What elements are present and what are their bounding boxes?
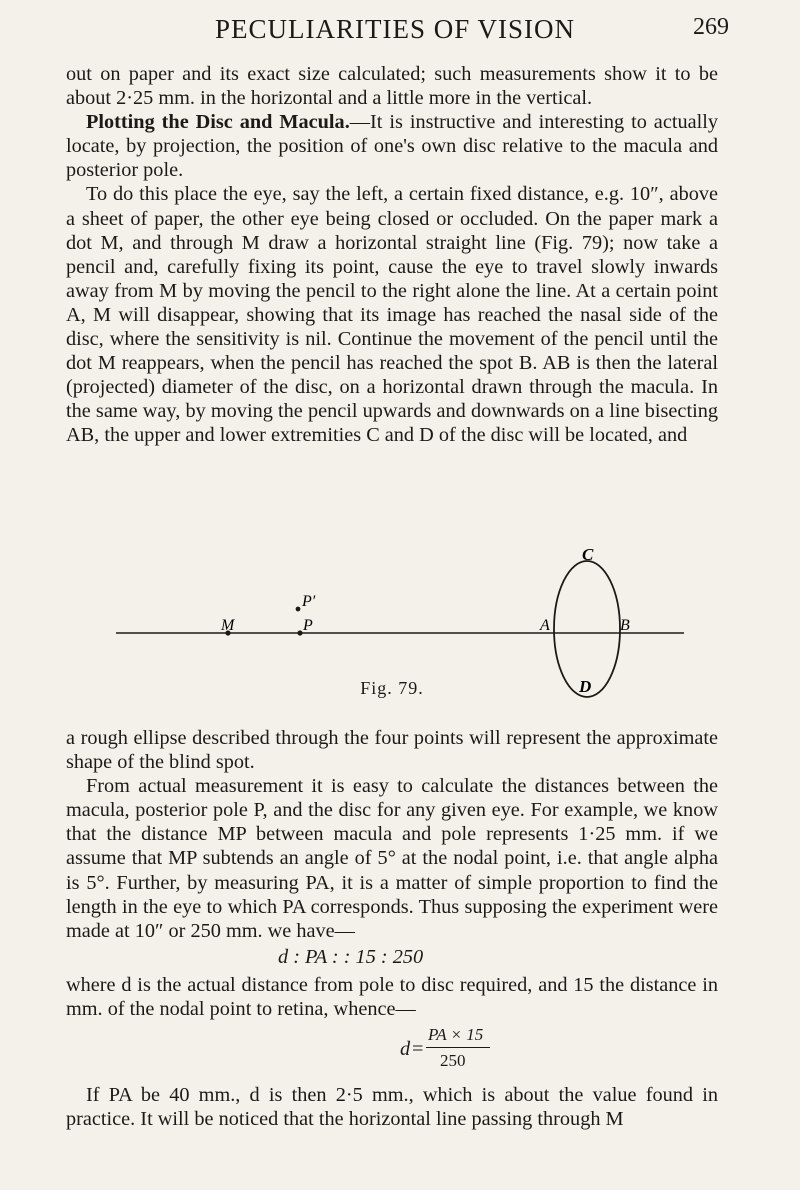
dot-P — [297, 630, 302, 635]
figure-79 — [66, 540, 718, 710]
paragraph-plotting-text: —It is instructive and interesting to actually locate, by projection, the position of one's own disc relative to the macula and posterior pole. — [66, 111, 719, 182]
label-P-prime: P′ — [302, 593, 316, 610]
figure-caption: Fig. 79. — [360, 678, 424, 698]
sidehead: Plotting the Disc and Macula. — [86, 111, 350, 134]
label-M: M — [221, 617, 235, 634]
dot-P-prime — [296, 607, 301, 612]
fraction-equals: = — [412, 1038, 424, 1061]
paragraph-result: If PA be 40 mm., d is then 2·5 mm., which is about the value found in practice. It will be noticed that the horizontal line passing through M — [66, 1084, 718, 1131]
page-number: 269 — [693, 14, 729, 40]
paragraph-plotting — [66, 110, 718, 182]
label-P: P — [303, 617, 313, 634]
page-header — [0, 8, 800, 48]
proportion-formula: d : PA : : 15 : 250 — [278, 945, 424, 968]
running-title: PECULIARITIES OF VISION — [215, 14, 576, 44]
body-text-lower — [66, 726, 718, 1131]
body-text-upper — [66, 62, 718, 448]
fraction-bar — [426, 1047, 490, 1048]
fraction-formula — [66, 1023, 718, 1077]
label-D: D — [579, 677, 592, 696]
fraction-lhs: d — [400, 1038, 411, 1061]
paragraph-measurement: From actual measurement it is easy to calculate the distances between the macula, posterior pole P, and the disc for any given eye. For example, we know that the distance MP between macula and pole represents 1·25 mm. if we assume that MP subtends an angle of 5° at the nodal point, i.e. that angle alpha is 5°. Further, by measuring PA, it is a matter of simple proportion to find the length in the eye to which PA corresponds. Thus supposing the experiment were made at 10″ or 250 mm. we have— — [66, 775, 718, 942]
fraction-denominator: 250 — [440, 1051, 466, 1071]
paragraph-ellipse: a rough ellipse described through the four points will represent the approximate shape of the blind spot. — [66, 727, 718, 774]
paragraph-procedure: To do this place the eye, say the left, a certain fixed distance, e.g. 10″, above a sheet of paper, the other eye being closed or occluded. On the paper mark a dot M, and through M draw a horizontal straight line (Fig. 79); now take a pencil and, carefully fixing its point, cause the eye to travel slowly inwards away from M by moving the pencil to the right alone the line. At a certain point A, M will disappear, showing that its image has reached the nasal side of the disc, where the sensitivity is nil. Continue the movement of the pencil until the dot M reappears, when the pencil has reached the spot B. AB is then the lateral (projected) diameter of the disc, on a horizontal drawn through the macula. In the same way, by moving the pencil upwards and downwards on a line bisecting AB, the upper and lower extremities C and D of the disc will be located, and — [66, 183, 718, 447]
paragraph-continuation: out on paper and its exact size calculated; such measurements show it to be about 2·25 mm. in the horizontal and a little more in the vertical. — [66, 63, 718, 110]
paragraph-where: where d is the actual distance from pole to disc required, and 15 the distance in mm. of the nodal point to retina, whence— — [66, 973, 718, 1021]
label-B: B — [620, 617, 630, 634]
label-A: A — [540, 617, 550, 634]
label-C: C — [582, 545, 594, 564]
fraction-numerator: PA × 15 — [428, 1025, 484, 1045]
